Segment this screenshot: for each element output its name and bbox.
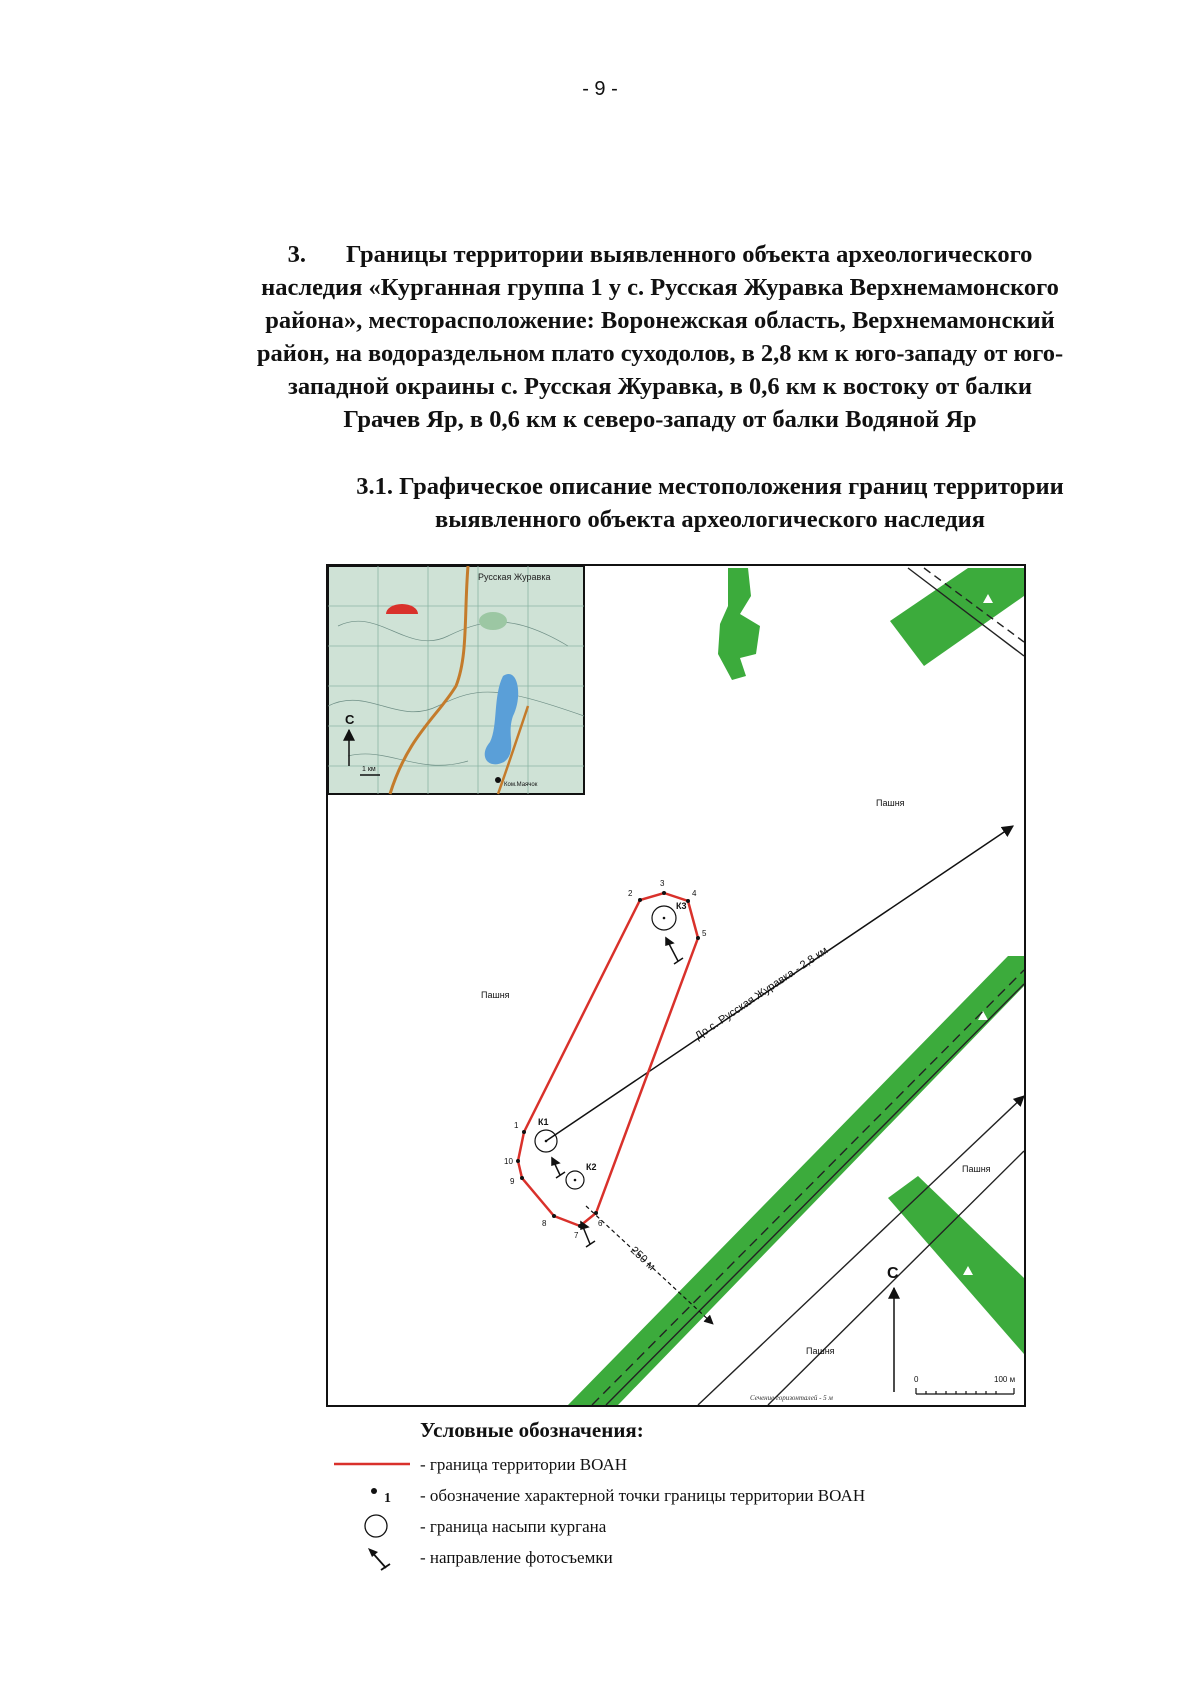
section-heading-line-3: района», месторасположение: Воронежская область, Верхнемамонский bbox=[265, 307, 1055, 334]
legend-mound-circle-icon bbox=[330, 1511, 420, 1542]
map-canvas bbox=[328, 566, 1024, 1405]
legend-text-photo: - направление фотосъемки bbox=[420, 1547, 613, 1567]
mound-label-k1: К1 bbox=[538, 1117, 549, 1127]
legend-boundary-line-icon bbox=[330, 1449, 420, 1480]
section-heading-text-1: Границы территории выявленного объекта археологического bbox=[346, 241, 1033, 268]
section-heading-line-6: Грачев Яр, в 0,6 км к северо-западу от балки Водяной Яр bbox=[343, 406, 977, 433]
section-heading-line-4: район, на водораздельном плато суходолов, в 2,8 км к юго-западу от юго- bbox=[256, 340, 1064, 367]
north-label: С bbox=[887, 1265, 899, 1282]
point-label-10: 10 bbox=[504, 1157, 513, 1166]
boundary-map bbox=[326, 564, 1026, 1407]
section-heading-line-1 bbox=[190, 238, 1130, 271]
mound-label-k2: К2 bbox=[586, 1162, 597, 1172]
subsection-heading-line-2: выявленного объекта археологического наследия bbox=[434, 506, 986, 533]
inset-north-label: С bbox=[345, 712, 355, 727]
point-label-5: 5 bbox=[702, 929, 707, 938]
offset-label: 250 м bbox=[627, 1244, 658, 1273]
legend-photo-direction-icon bbox=[330, 1542, 420, 1573]
field-label-4: Пашня bbox=[806, 1346, 835, 1356]
page-number: - 9 - bbox=[582, 78, 618, 100]
contour-note: Сечение горизонталей - 5 м bbox=[750, 1394, 833, 1402]
legend-row-photo bbox=[330, 1542, 1030, 1573]
scale-bar bbox=[916, 1388, 1014, 1394]
section-heading bbox=[190, 238, 1130, 436]
legend-point-marker-icon bbox=[330, 1480, 420, 1511]
distance-label: До с. Русская Журавка - 2,8 км bbox=[692, 944, 831, 1043]
legend-text-point: - обозначение характерной точки границы территории ВОАН bbox=[420, 1485, 866, 1505]
point-label-7: 7 bbox=[574, 1231, 579, 1240]
legend-title: Условные обозначения: bbox=[420, 1418, 644, 1442]
legend-text-boundary: - граница территории ВОАН bbox=[420, 1454, 628, 1474]
mounds bbox=[535, 906, 676, 1189]
legend-text-mound: - граница насыпи кургана bbox=[420, 1516, 607, 1536]
point-label-6: 6 bbox=[598, 1219, 603, 1228]
field-label-1: Пашня bbox=[876, 798, 905, 808]
map-legend bbox=[330, 1418, 1030, 1573]
scale-end-label: 100 м bbox=[994, 1375, 1016, 1384]
point-label-3: 3 bbox=[660, 879, 665, 888]
legend-row-point bbox=[330, 1480, 1030, 1511]
forest-belt-main bbox=[568, 956, 1024, 1405]
scale-start-label: 0 bbox=[914, 1375, 919, 1384]
point-label-4: 4 bbox=[692, 889, 697, 898]
section-heading-line-2: наследия «Курганная группа 1 у с. Русская Журавка Верхнемамонского bbox=[261, 274, 1059, 301]
forest-strip-top bbox=[718, 568, 760, 680]
mound-label-k3: К3 bbox=[676, 901, 687, 911]
legend-row-mound bbox=[330, 1511, 1030, 1542]
section-number: 3. bbox=[287, 241, 306, 268]
point-label-2: 2 bbox=[628, 889, 633, 898]
inset-location-map bbox=[328, 566, 584, 794]
inset-place-label: Русская Журавка bbox=[478, 572, 551, 582]
inset-scale-label: 1 км bbox=[362, 766, 376, 773]
inset-village-label: Ком.Маячок bbox=[504, 782, 538, 788]
subsection-heading-line-1: 3.1. Графическое описание местоположения границ территории bbox=[356, 473, 1064, 500]
section-heading-line-5: западной окраины с. Русская Журавка, в 0,6 км к востоку от балки bbox=[288, 373, 1032, 400]
subsection-heading bbox=[280, 470, 1140, 536]
point-label-8: 8 bbox=[542, 1219, 547, 1228]
legend-point-label: 1 bbox=[384, 1491, 391, 1506]
point-label-1: 1 bbox=[514, 1121, 519, 1130]
field-label-2: Пашня bbox=[481, 990, 510, 1000]
forest-belt-top-right bbox=[890, 568, 1024, 666]
point-label-9: 9 bbox=[510, 1177, 515, 1186]
legend-row-boundary bbox=[330, 1449, 1030, 1480]
field-label-3: Пашня bbox=[962, 1164, 991, 1174]
